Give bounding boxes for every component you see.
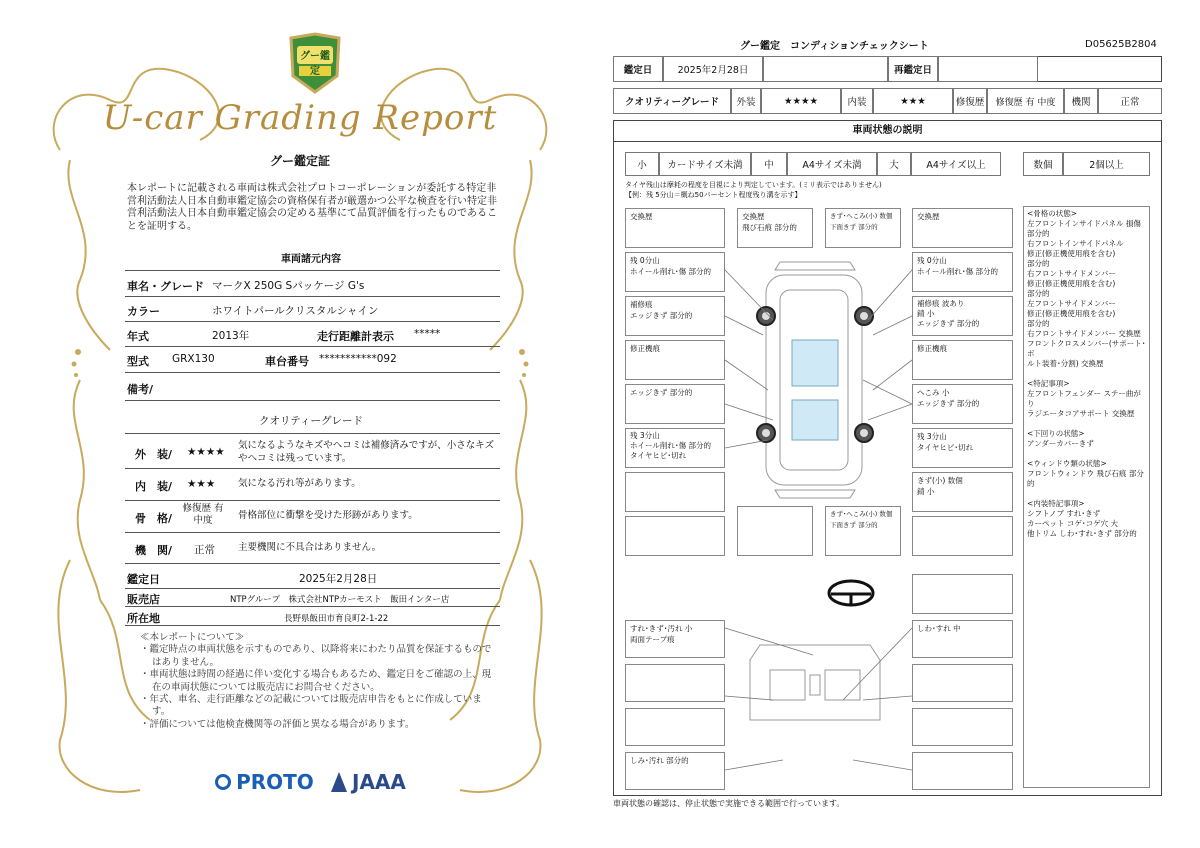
jaaa-logo-text: JAAA xyxy=(352,770,406,794)
interior-text: 気になる汚れ等があります。 xyxy=(238,478,361,489)
notice-title: ≪本レポートについて≫ xyxy=(140,632,245,643)
sheet-footer: 車両状態の確認は、停止状態で実施できる範囲で行っています。 xyxy=(613,799,845,808)
year-label: 年式 xyxy=(127,330,149,343)
model-row xyxy=(127,353,497,369)
date-value: 2025年2月28日 xyxy=(299,573,378,585)
skeleton-note-line: シフトノブ すれ･きず xyxy=(1027,509,1101,518)
notice-item: ・鑑定時点の車両状態を示すものであり、以降将来にわたり品質を保証するものではありません。 xyxy=(140,644,492,668)
skeleton-note-line xyxy=(1027,419,1146,429)
damage-box-tire-fr: 残 0分山 ホイール削れ･傷 部分的 xyxy=(912,252,1013,292)
damage-box-tire-fl: 残 0分山 ホイール削れ･傷 部分的 xyxy=(625,252,725,292)
skeleton-note-line: ラジエータコアサポート 交換歴 xyxy=(1027,409,1135,418)
skeleton-note-line: 左フロントサイドメンバー xyxy=(1027,299,1116,308)
skeleton-note-line: 右フロントサイドメンバー xyxy=(1027,269,1116,278)
damage-box-right-fender: 補修痕 波あり 錆 小 エッジきず 部分的 xyxy=(912,296,1013,336)
sheet-date-value: 2025年2月28日 xyxy=(663,56,763,82)
damage-box-left-fender: 補修痕 エッジきず 部分的 xyxy=(625,296,725,336)
skeleton-note-line: 左フロントフェンダー ステー曲がり xyxy=(1027,389,1141,408)
spec-heading: 車両諸元内容 xyxy=(281,254,341,265)
proto-logo-text: PROTO xyxy=(236,770,314,794)
sheet-int-label: 内装 xyxy=(841,88,873,114)
skeleton-note-line: 修正(修正機使用痕を含む) xyxy=(1027,279,1116,288)
report-notice xyxy=(140,632,500,731)
damage-box-left-rear-door: エッジきず 部分的 xyxy=(625,384,725,424)
exterior-label: 外 装/ xyxy=(135,448,173,461)
certificate-heading: グー鑑定証 xyxy=(269,154,330,168)
sheet-header: グー鑑定 コンディションチェックシート xyxy=(740,41,929,52)
repair-value: 修復歴 有 中度 xyxy=(987,88,1064,114)
size-large-value: A4サイズ以上 xyxy=(911,152,1001,176)
skeleton-note-line: 修正(修正機使用痕を含む) xyxy=(1027,249,1116,258)
size-small-value: カードサイズ未満 xyxy=(659,152,751,176)
exterior-stars: ★★★★ xyxy=(187,446,225,458)
tire-note-2: 【例：残 5分山＝概ね50パーセント程度残り溝を示す】 xyxy=(625,191,802,199)
repair-label: 修復歴 xyxy=(953,88,987,114)
address-row xyxy=(127,610,497,626)
skeleton-note-line: 他トリム しわ･すれ･きず 部分的 xyxy=(1027,529,1137,538)
qg-label: クオリティーグレード xyxy=(613,88,731,114)
name-label: 車名・グレード xyxy=(127,280,204,293)
skeleton-note-line: 部分的 xyxy=(1027,259,1050,268)
engine-label: 機 関/ xyxy=(135,544,173,557)
interior-box-right: しわ･すれ 中 xyxy=(912,620,1013,658)
color-row xyxy=(127,303,379,319)
skeleton-note-line: フロントクロスメンバー(サポート･ボ xyxy=(1027,339,1146,358)
name-value: マークX 250G Sパッケージ G's xyxy=(212,280,365,292)
jaaa-logo-icon xyxy=(331,772,347,792)
notice-item: ・評価については他検査機関等の評価と異なる場合があります。 xyxy=(140,718,415,730)
blank-cell xyxy=(763,56,888,82)
sheet-ext-stars: ★★★★ xyxy=(761,88,841,114)
model-label: 型式 xyxy=(127,355,149,368)
sheet-engine-value: 正常 xyxy=(1098,88,1162,114)
engine-text: 主要機関に不具合はありません。 xyxy=(238,542,382,553)
count-label: 数個 xyxy=(1023,152,1063,176)
name-row xyxy=(127,278,365,294)
notice-item: ・年式、車名、走行距離などの記載については販売店申告をもとに作成しています。 xyxy=(140,694,482,718)
skeleton-note-line: 部分的 xyxy=(1027,319,1050,328)
year-row xyxy=(127,328,497,344)
proto-logo-icon xyxy=(215,774,231,790)
sheet-engine-label: 機関 xyxy=(1064,88,1098,114)
damage-box-right-front-door: 修正機痕 xyxy=(912,340,1013,380)
frame-value: 修復歴 有 中度 xyxy=(182,503,224,526)
skeleton-note-line: ルト装着･分割) 交換歴 xyxy=(1027,359,1104,368)
skeleton-note-line: <下回りの状態> xyxy=(1027,429,1085,438)
damage-box-left-front-door: 修正機痕 xyxy=(625,340,725,380)
frame-text: 骨格部位に衝撃を受けた形跡があります。 xyxy=(238,510,418,521)
certificate-text: 本レポートに記載される車両は株式会社プロトコーポレーションが委託する特定非営利活動法人日本自動車鑑定協会の資格保有者が厳選かつ公平な検査を行い特定非営利活動法人日本自動車鑑定協会の定める基準にて品質評価を行ったものであることを証明する。 xyxy=(127,183,497,232)
report-title: U-car Grading Report xyxy=(102,98,498,138)
skeleton-notes xyxy=(1023,206,1150,788)
damage-box-front-left: 交換歴 xyxy=(625,208,725,248)
goo-appraisal-badge xyxy=(287,32,343,94)
chassis-value: ***********092 xyxy=(319,353,397,365)
size-mid-label: 中 xyxy=(751,152,787,176)
damage-box-tire-rl: 残 3分山 ホイール削れ･傷 部分的 タイヤヒビ･切れ xyxy=(625,428,725,468)
skeleton-note-line: <内装特記事項> xyxy=(1027,499,1085,508)
interior-label: 内 装/ xyxy=(135,480,173,493)
color-label: カラー xyxy=(127,305,160,318)
frame-label: 骨 格/ xyxy=(135,512,173,525)
address-label: 所在地 xyxy=(127,612,160,625)
skeleton-note-line: 左フロントインサイドパネル 損傷 xyxy=(1027,219,1141,228)
section-title: 車両状態の説明 xyxy=(613,120,1162,142)
skeleton-note-line: 部分的 xyxy=(1027,289,1050,298)
size-small-label: 小 xyxy=(625,152,659,176)
skeleton-note-line: 右フロントインサイドパネル xyxy=(1027,239,1124,248)
damage-box-rear-under: きず･へこみ(小) 数個 下面きず 部分的 xyxy=(825,506,901,556)
date-row xyxy=(127,571,497,587)
skeleton-note-line: 右フロントサイドメンバー 交換歴 xyxy=(1027,329,1141,338)
exterior-text: 気になるようなキズやヘコミは補修済みですが、小さなキズやヘコミは残っています。 xyxy=(238,440,495,464)
remarks-row xyxy=(127,381,153,397)
sheet-ext-label: 外装 xyxy=(731,88,761,114)
skeleton-note-line: カーペット コゲ･コゲ穴 大 xyxy=(1027,519,1119,528)
dealer-row xyxy=(127,591,497,607)
blank-cell xyxy=(938,56,1038,82)
year-value: 2013年 xyxy=(212,330,250,342)
mileage-label: 走行距離計表示 xyxy=(317,330,394,343)
skeleton-note-line xyxy=(1027,369,1146,379)
mileage-value: ***** xyxy=(414,328,441,340)
skeleton-note-line: <骨格の状態> xyxy=(1027,209,1078,218)
skeleton-note-line xyxy=(1027,489,1146,499)
address-value: 長野県飯田市育良町2-1-22 xyxy=(284,614,389,624)
chassis-label: 車台番号 xyxy=(265,355,309,368)
tire-note-1: タイヤ残山は摩耗の程度を目視により判定しています。(ミリ表示ではありません) xyxy=(625,181,882,189)
skeleton-note-line: フロントウィンドウ 飛び石痕 部分的 xyxy=(1027,469,1144,488)
damage-box-front: 交換歴 飛び石痕 部分的 xyxy=(737,208,813,248)
dealer-value: NTPグループ 株式会社NTPカーモスト 飯田インター店 xyxy=(230,595,450,605)
sheet-date-label: 鑑定日 xyxy=(613,56,663,82)
document-id: D05625B2804 xyxy=(1085,39,1157,50)
skeleton-note-line xyxy=(1027,449,1146,459)
badge-label: グー鑑定 xyxy=(300,51,330,77)
skeleton-note-line: アンダーカバーきず xyxy=(1027,439,1094,448)
skeleton-note-line: 修正(修正機使用痕を含む) xyxy=(1027,309,1116,318)
count-value: 2個以上 xyxy=(1063,152,1150,176)
model-value: GRX130 xyxy=(172,353,215,365)
date-label: 鑑定日 xyxy=(127,573,160,586)
skeleton-note-line: <特記事項> xyxy=(1027,379,1070,388)
interior-box-rear: しみ･汚れ 部分的 xyxy=(625,752,725,790)
sheet-int-stars: ★★★ xyxy=(873,88,953,114)
quality-heading: クオリティーグレード xyxy=(259,415,363,427)
dealer-label: 販売店 xyxy=(127,593,160,606)
remarks-label: 備考/ xyxy=(127,383,154,396)
damage-box-rear-right: きず(小) 数個 錆 小 xyxy=(912,472,1013,512)
damage-box-front-under: きず･へこみ(小) 数個 下面きず 部分的 xyxy=(825,208,901,248)
size-large-label: 大 xyxy=(877,152,911,176)
damage-box-tire-rr: 残 3分山 タイヤヒビ･切れ xyxy=(912,428,1013,468)
notice-item: ・車両状態は時間の経過に伴い変化する場合もあるため、鑑定日をご確認の上、現在の車両状態については販売店にお問合せください。 xyxy=(140,669,492,693)
damage-box-front-right: 交換歴 xyxy=(912,208,1013,248)
size-mid-value: A4サイズ未満 xyxy=(787,152,877,176)
skeleton-note-line: 部分的 xyxy=(1027,229,1050,238)
redate-label: 再鑑定日 xyxy=(888,56,938,82)
interior-stars: ★★★ xyxy=(187,478,216,490)
damage-box-right-rear-door: へこみ 小 エッジきず 部分的 xyxy=(912,384,1013,424)
engine-value: 正常 xyxy=(194,544,215,556)
interior-box-front: すれ･きず･汚れ 小 両面テープ痕 xyxy=(625,620,725,658)
logos xyxy=(215,770,406,800)
color-value: ホワイトパールクリスタルシャイン xyxy=(212,305,379,317)
skeleton-note-line: <ウィンドウ類の状態> xyxy=(1027,459,1107,468)
